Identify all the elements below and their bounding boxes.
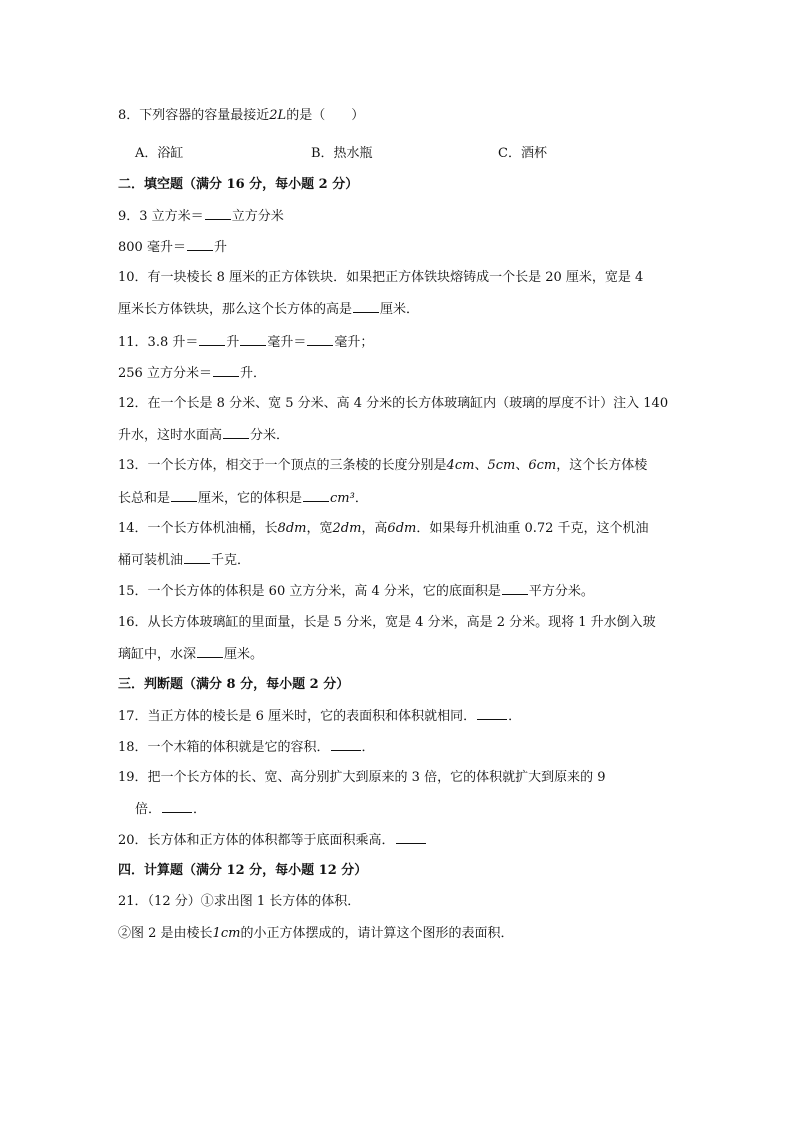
question-text: 厘米，它的体积是 (198, 491, 303, 506)
question-16-line2 (118, 645, 263, 664)
question-10-line2 (118, 300, 419, 319)
question-text: 分米． (250, 428, 290, 443)
question-text: 15．一个长方体的体积是 60 立方分米，高 4 分米，它的底面积是 (118, 584, 501, 599)
question-text: 长总和是 (118, 491, 171, 506)
question-text: ． (361, 740, 375, 755)
question-text: 256 立方分米＝ (118, 366, 212, 381)
question-text: ． (508, 709, 522, 724)
answer-blank[interactable] (162, 800, 192, 813)
question-21-line2 (118, 925, 513, 943)
question-text: ，高 (361, 521, 388, 536)
question-text: 18．一个木箱的体积就是它的容积． (118, 740, 330, 755)
answer-blank[interactable] (240, 333, 266, 346)
question-19-line1: 19．把一个长方体的长、宽、高分别扩大到原来的 3 倍，它的体积就扩大到原来的 9 (118, 770, 606, 785)
section-title-true-false: 三．判断题（满分 8 分，每小题 2 分） (118, 677, 350, 692)
answer-blank[interactable] (184, 551, 210, 564)
question-text: 升 (213, 240, 227, 255)
measure: 6dm (387, 521, 417, 536)
question-text: 800 毫升＝ (118, 240, 186, 255)
question-10-line1: 10．有一块棱长 8 厘米的正方体铁块．如果把正方体铁块熔铸成一个长是 20 厘米，宽是 4 (118, 270, 644, 285)
answer-blank[interactable] (213, 364, 239, 377)
answer-blank[interactable] (303, 489, 329, 502)
answer-blank[interactable] (223, 426, 249, 439)
question-text: ． (193, 802, 207, 817)
question-text: 璃缸中，水深 (118, 647, 197, 662)
question-13-line1 (118, 457, 647, 475)
question-text: 升 (226, 335, 240, 350)
question-20 (118, 831, 427, 850)
question-16-line1: 16．从长方体玻璃缸的里面量，长是 5 分米，宽是 4 分米，高是 2 分米。现将 1 升水倒入玻 (118, 615, 656, 630)
answer-blank[interactable] (171, 489, 197, 502)
question-text: 厘米。 (224, 647, 264, 662)
question-text: 14．一个长方体机油桶，长 (118, 521, 278, 536)
question-text: 桶可装机油 (118, 553, 184, 568)
question-21-line1: 21．（12 分）①求出图 1 长方体的体积． (118, 894, 361, 909)
answer-blank[interactable] (205, 207, 231, 220)
answer-blank[interactable] (307, 333, 333, 346)
question-text: ，这个长方体棱 (556, 458, 648, 473)
question-17 (118, 707, 521, 726)
question-8 (118, 107, 364, 125)
measure: 2dm (332, 521, 362, 536)
question-text: 13．一个长方体，相交于一个顶点的三条棱的长度分别是 (118, 458, 447, 473)
question-14-line1 (118, 520, 649, 538)
question-text: ，宽 (306, 521, 333, 536)
section-title-fill-in: 二．填空题（满分 16 分，每小题 2 分） (118, 177, 359, 192)
answer-blank[interactable] (187, 238, 213, 251)
answer-blank[interactable] (197, 645, 223, 658)
question-13-line2 (118, 489, 368, 508)
answer-blank[interactable] (331, 738, 361, 751)
question-15 (118, 582, 594, 601)
option-a[interactable]: A．浴缸 (135, 146, 184, 161)
answer-blank[interactable] (353, 300, 379, 313)
question-text: 平方分米。 (528, 584, 594, 599)
question-11b (118, 364, 266, 383)
question-text: 立方分米 (231, 209, 284, 224)
unit: cm³ (330, 491, 355, 506)
question-14-line2 (118, 551, 250, 570)
option-b[interactable]: B．热水瓶 (311, 146, 373, 161)
question-text: ．如果每升机油重 0.72 千克，这个机油 (416, 521, 649, 536)
question-19-line2 (135, 800, 206, 819)
question-text: 升水，这时水面高 (118, 428, 223, 443)
unit: 2L (269, 108, 287, 123)
question-text: 11．3.8 升＝ (118, 335, 199, 350)
answer-blank[interactable] (477, 707, 507, 720)
answer-blank[interactable] (199, 333, 225, 346)
measure: 6cm (528, 458, 557, 473)
question-text: 升． (239, 366, 266, 381)
question-text: 毫升； (334, 335, 374, 350)
answer-blank[interactable] (502, 582, 528, 595)
separator: 、 (474, 458, 488, 473)
question-9b (118, 238, 227, 257)
question-12-line2 (118, 426, 289, 445)
question-18 (118, 738, 375, 757)
question-text: 厘米． (380, 302, 420, 317)
measure: 5cm (487, 458, 516, 473)
question-11a (118, 333, 373, 352)
measure: 4cm (446, 458, 475, 473)
question-text: 千克． (211, 553, 251, 568)
question-text: 20．长方体和正方体的体积都等于底面积乘高． (118, 833, 395, 848)
question-text: ②图 2 是由棱长 (118, 926, 213, 941)
separator: 、 (515, 458, 529, 473)
answer-blank[interactable] (396, 831, 426, 844)
unit: 1cm (212, 926, 241, 941)
question-12-line1: 12．在一个长是 8 分米、宽 5 分米、高 4 分米的长方体玻璃缸内（玻璃的厚度不计）注入 140 (118, 396, 669, 411)
section-title-calculation: 四．计算题（满分 12 分，每小题 12 分） (118, 863, 368, 878)
question-text: 厘米长方体铁块，那么这个长方体的高是 (118, 302, 353, 317)
question-text: 毫升＝ (267, 335, 307, 350)
question-text: 9．3 立方米＝ (118, 209, 204, 224)
option-c[interactable]: C．酒杯 (498, 146, 547, 161)
question-text: ． (354, 491, 368, 506)
measure: 8dm (277, 521, 307, 536)
question-text: 8．下列容器的容量最接近 (118, 108, 270, 123)
question-text: 的小正方体摆成的，请计算这个图形的表面积． (240, 926, 514, 941)
question-text: 的是（ ） (286, 108, 365, 123)
question-9a (118, 207, 284, 226)
question-text: 倍． (135, 802, 162, 817)
question-text: 17．当正方体的棱长是 6 厘米时，它的表面积和体积就相同． (118, 709, 477, 724)
